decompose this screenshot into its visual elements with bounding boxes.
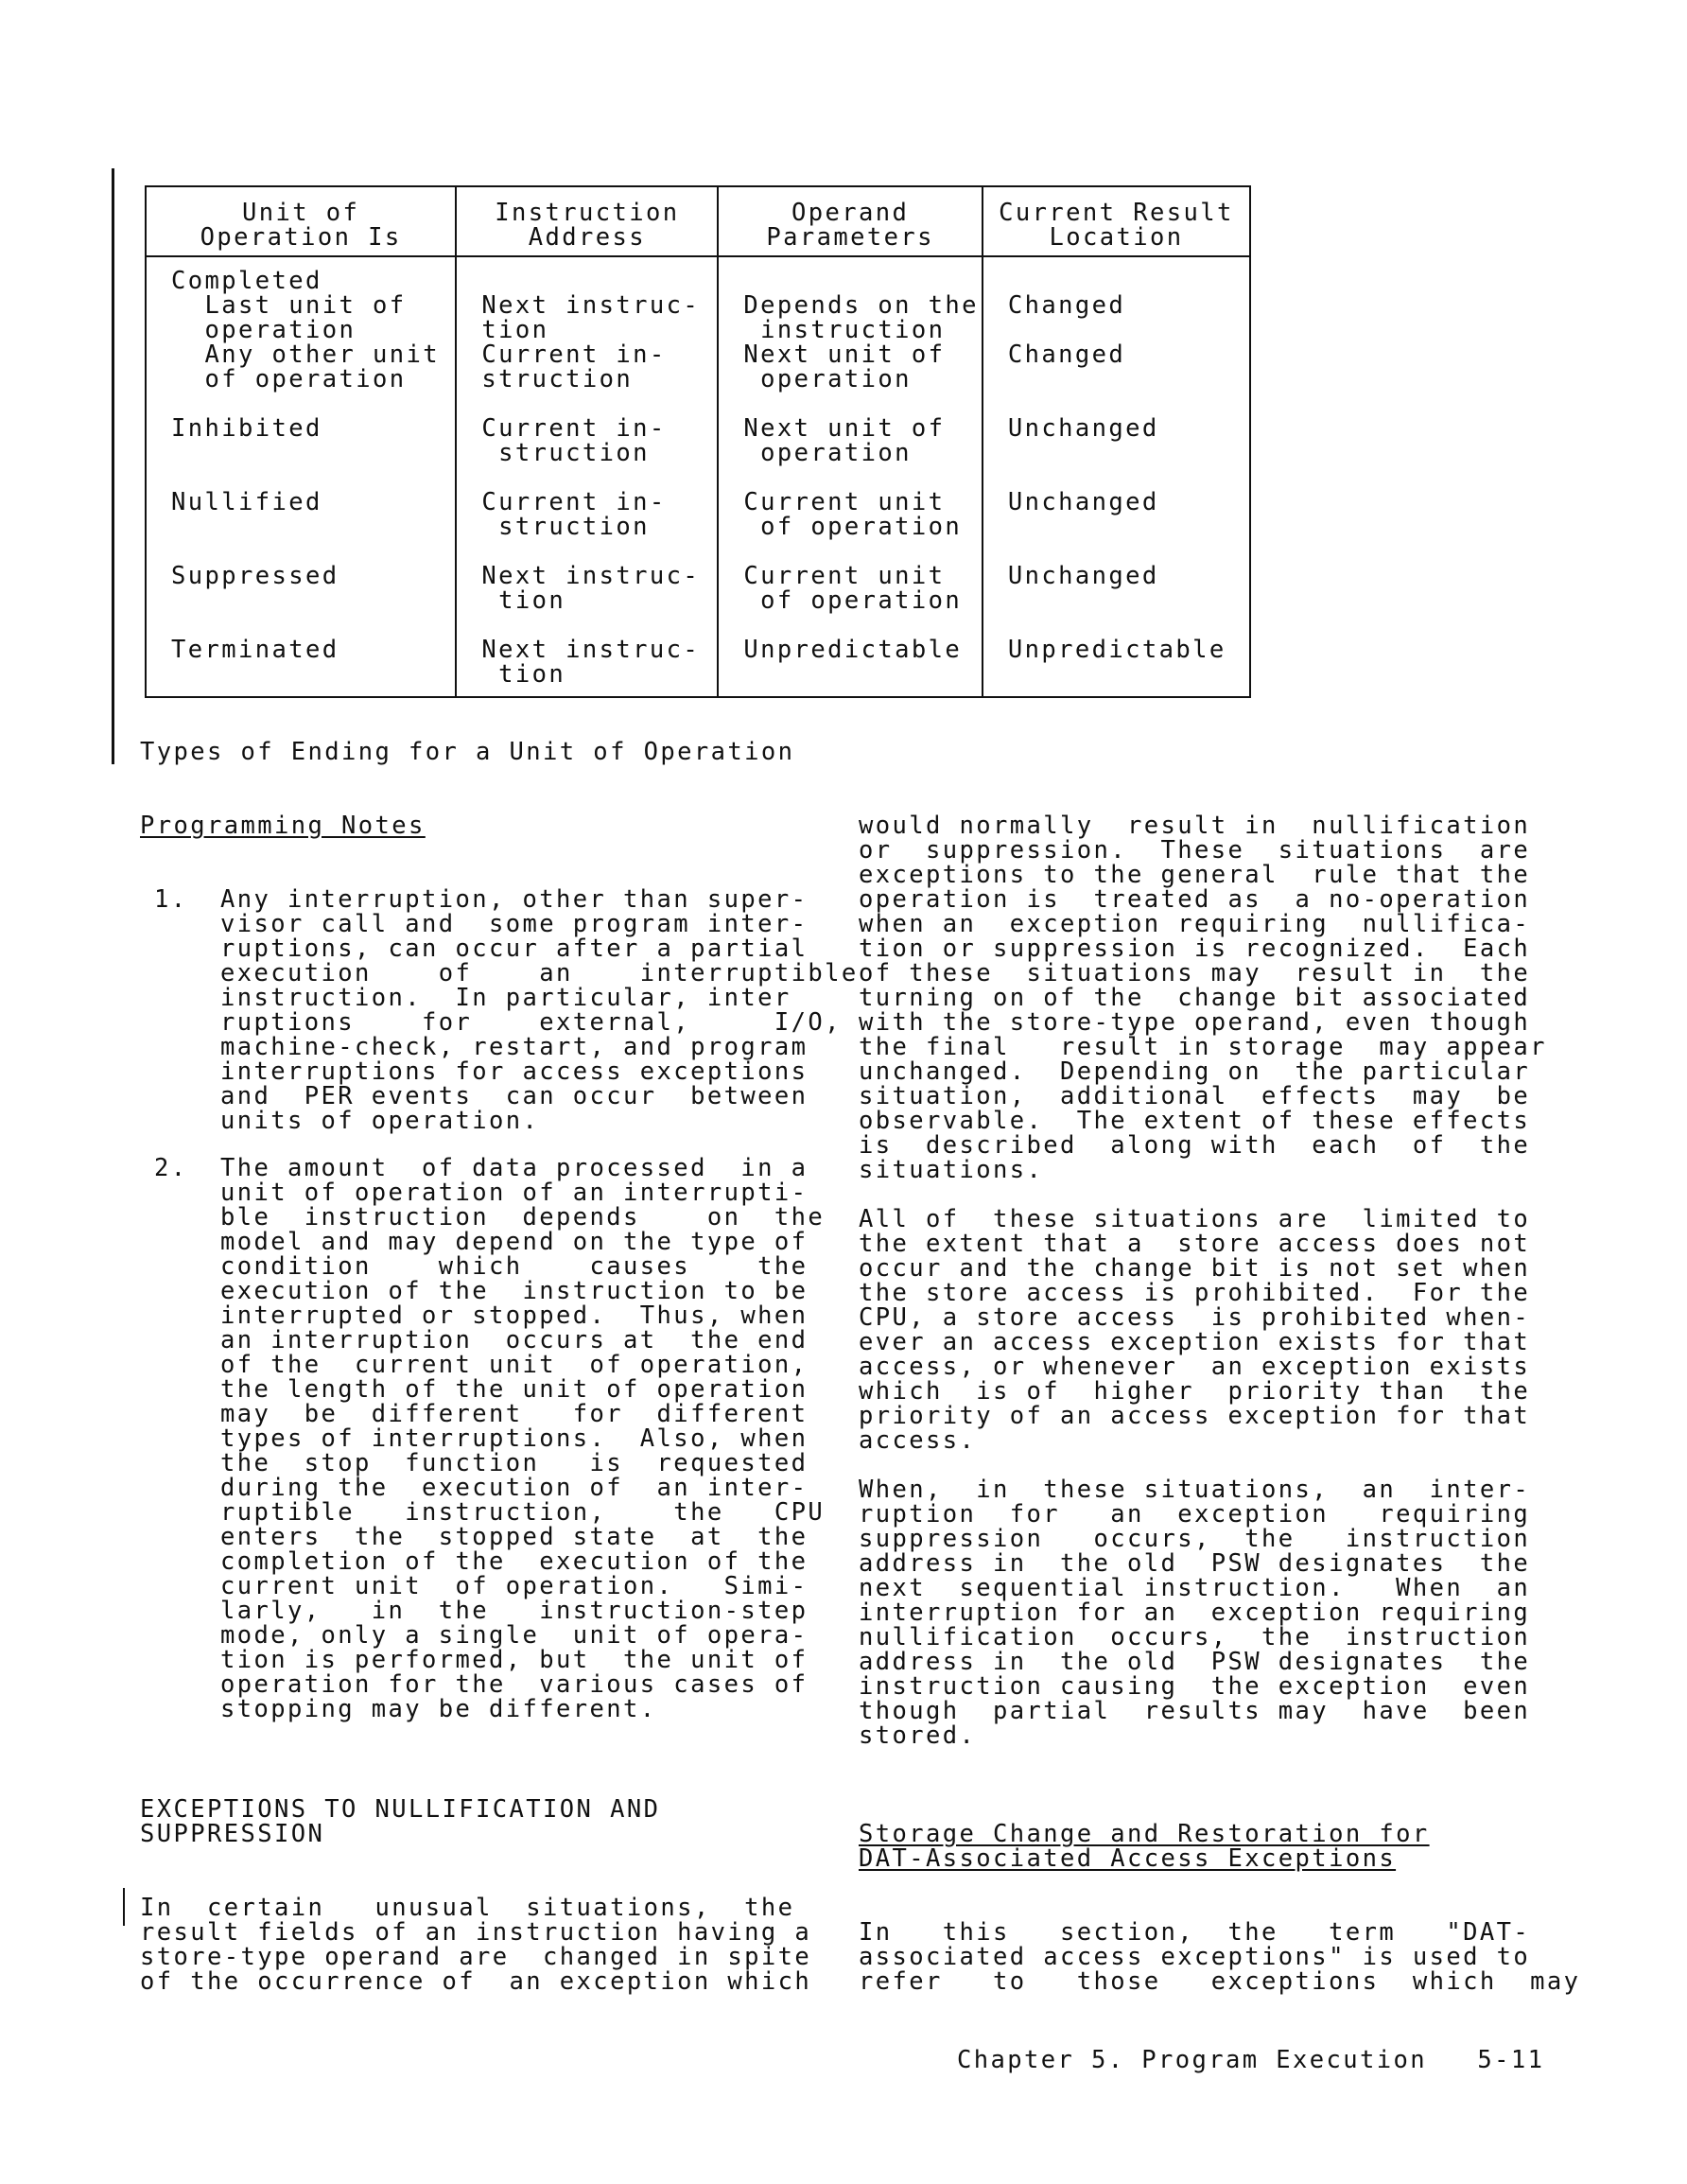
header-operand-parameters: Operand Parameters [718,186,983,256]
table-cell: Unchanged [1007,414,1159,443]
table-row [146,392,1250,465]
programming-notes-heading: Programming Notes [140,812,426,840]
table-cell: Unpredictable [1007,636,1226,664]
section-paragraph: In certain unusual situations, the result fields of an instruction having a store-type operand are changed in spite of the occurrence of an exception which [140,1894,812,1996]
table-cell: Unpredictable [743,636,963,664]
right-paragraph-3: When, in these situations, an inter- ruption for an exception requiring suppression occurs, the instruction address in the old PSW designates the next sequential instruction. When an interruption for an exception requiring nullification occurs, the instruction address in the old PSW designates the instruction causing the exception even though partial results may have been stored. [859,1476,1531,1750]
revision-bar-table [112,168,114,764]
table-cell: Changed Changed [1007,291,1126,369]
table-cell: Unchanged [1007,488,1159,516]
header-unit-of-operation: Unit of Operation Is [146,186,456,256]
note-2-number: 2. [154,1154,188,1182]
table-cell: Current in- struction [481,414,667,467]
note-1-number: 1. [154,885,188,914]
note-1-text: Any interruption, other than super- visor call and some program inter- ruptions, can occur after a partial execution of an interruptible instruction. In particular, inter ruptions for external, I/O, machine-check, restart, and program interruptions for access exceptions and PER events can occur between units of operation. [220,885,859,1135]
table-caption: Types of Ending for a Unit of Operation [140,738,795,766]
revision-bar-section [123,1888,125,1926]
header-instruction-address: Instruction Address [456,186,718,256]
table-cell: Depends on the instruction Next unit of operation [743,291,979,393]
right-paragraph-1: would normally result in nullification or suppression. These situations are exceptions to the general rule that the operation is treated as a no-operation when an exception requiring nullifica- tion or suppression is recognized. Each of these situations may result in the turning on of the change bit associated with the store-type operand, even though the final result in storage may appear unchanged. Depending on the particular situation, additional effects may be observable. The extent of these effects is described along with each of the situations. [859,812,1547,1184]
table-cell: Current unit of operation [743,562,963,615]
table-row [146,465,1250,539]
page-footer: Chapter 5. Program Execution 5-11 [957,2046,1545,2074]
table-cell: Terminated [171,636,339,664]
storage-change-heading: Storage Change and Restoration for DAT-Associated Access Exceptions [859,1820,1430,1873]
table-cell: Suppressed [171,562,339,590]
table-row [146,613,1250,697]
table-cell: Current unit of operation [743,488,963,541]
right-paragraph-4: In this section, the term "DAT- associated access exceptions" is used to refer to those exceptions which may [859,1918,1581,1996]
table-cell: Inhibited [171,414,322,443]
section-heading: EXCEPTIONS TO NULLIFICATION AND SUPPRESSION [140,1795,661,1848]
table-cell: Next instruc- tion Current in- struction [481,291,701,393]
table-cell: Unchanged [1007,562,1159,590]
right-paragraph-2: All of these situations are limited to the extent that a store access does not occur and the change bit is not set when the store access is prohibited. For the CPU, a store access is prohibited when- ever an access exception exists for that access, or whenever an exception exists which is of higher priority than the priority of an access exception for that access. [859,1205,1531,1455]
table-cell: Next instruc- tion [481,562,701,615]
table-row [146,539,1250,613]
table-cell: Current in- struction [481,488,667,541]
unit-of-operation-table [145,185,1251,698]
header-current-result-location: Current Result Location [983,186,1250,256]
table-header-row [146,186,1250,256]
table-cell: Next instruc- tion [481,636,701,689]
table-cell: Nullified [171,488,322,516]
table-cell: Next unit of operation [743,414,946,467]
note-2-text: The amount of data processed in a unit of operation of an interrupti- ble instruction depends on the model and may depend on the type of condition which causes the execution of the instruction to be interrupted or stopped. Thus, when an interruption occurs at the end of the current unit of operation, the length of the unit of operation may be different for different types of interruptions. Also, when the stop function is requested during the execution of an inter- ruptible instruction, the CPU enters the stopped state at the completion of the execution of the current unit of operation. Simi- larly, in the instruction-step mode, only a single unit of opera- tion is performed, but the unit of operation for the various cases of stopping may be different. [220,1154,826,1723]
table-cell: Completed Last unit of operation Any other unit of operation [171,267,441,393]
table-row [146,256,1250,392]
